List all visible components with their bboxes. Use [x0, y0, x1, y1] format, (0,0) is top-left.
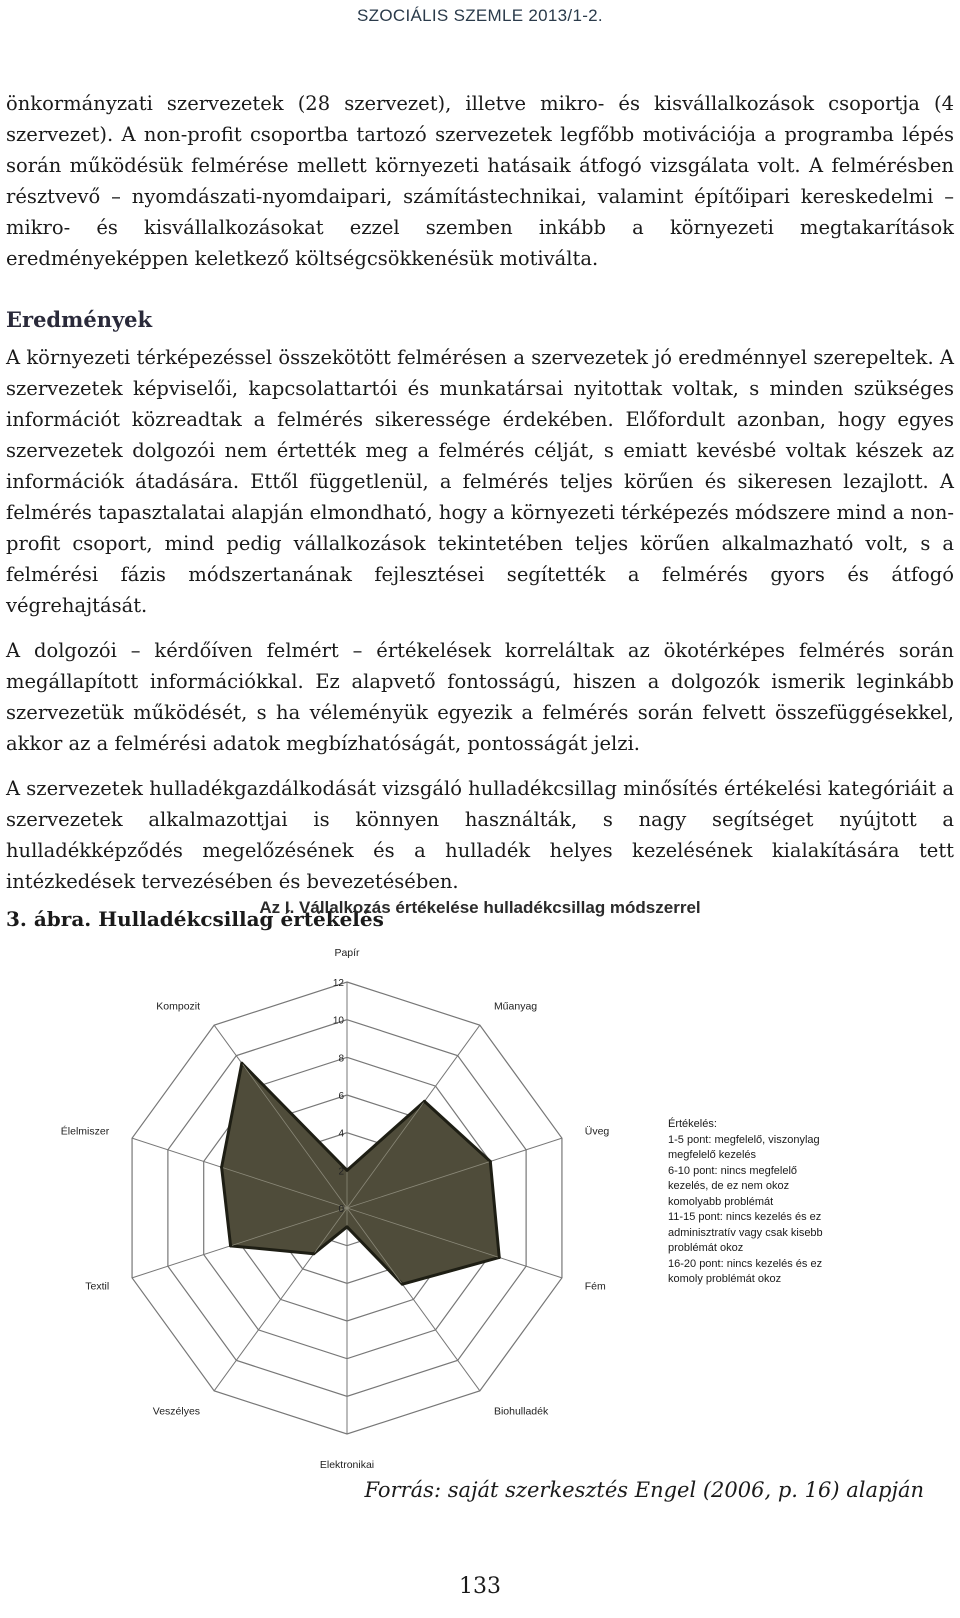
- chart-title: Az I. Vállalkozás értékelése hulladékcsillag módszerrel: [259, 898, 701, 917]
- tick-label: 10: [332, 1015, 344, 1027]
- legend-line: kezelés, de ez nem okoz: [668, 1180, 790, 1192]
- legend-line: 1-5 pont: megfelelő, viszonylag: [668, 1133, 820, 1146]
- paragraph-2: A környezeti térképezéssel összekötött felmérésen a szervezetek jó eredménnyel szerepeltek. A szervezetek képviselői, kapcsolattartói és munkatársai nyitottak voltak, s minden szükséges információt közreadtak a felmérés sikeressége érdekében. Előfordult azonban, hogy egyes szervezetek dolgozói nem értették meg a felmérés célját, s emiatt kevésbé voltak készek az információk átadására. Ettől függetlenül, a felmérés teljes körűen és sikeresen lezajlott. A felmérés tapasztalatai alapján elmondható, hogy a környezeti térképezés módszere mind a non-profit csoport, mind pedig vállalkozások tekintetében teljes körűen alkalmazható volt, s a felmérési fázis módszertanának fejlesztései segítették a felmérés gyors és átfogó végrehajtását.: [6, 346, 954, 617]
- tick-label: 2: [338, 1166, 344, 1178]
- data-point: [229, 1244, 232, 1247]
- data-point: [498, 1256, 501, 1259]
- category-label: Kompozit: [156, 1000, 201, 1013]
- data-point: [312, 1252, 315, 1255]
- section-heading: Eredmények: [6, 307, 153, 332]
- legend-line: komolyabb problémát: [668, 1195, 774, 1208]
- data-point: [346, 1169, 349, 1172]
- tick-label: 8: [338, 1053, 344, 1065]
- legend-line: 11-15 pont: nincs kezelés és ez: [668, 1211, 822, 1223]
- data-area: [222, 1063, 500, 1284]
- figure-caption: 3. ábra. Hulladékcsillag értékelés: [6, 907, 384, 931]
- category-label: Élelmiszer: [60, 1125, 110, 1138]
- legend-line: megfelelő kezelés: [668, 1149, 757, 1161]
- data-point: [240, 1062, 243, 1065]
- data-point: [346, 1225, 349, 1228]
- legend-line: adminisztratív vagy csak kisebb: [668, 1226, 823, 1239]
- legend-line: problémát okoz: [668, 1242, 744, 1254]
- tick-label: 4: [338, 1128, 344, 1140]
- legend-line: 6-10 pont: nincs megfelelő: [668, 1164, 798, 1177]
- tick-label: 0: [338, 1204, 344, 1215]
- category-label: Textil: [85, 1280, 110, 1293]
- data-point: [423, 1100, 426, 1103]
- legend-line: komoly problémát okoz: [668, 1273, 782, 1285]
- paragraph-1: önkormányzati szervezetek (28 szervezet), illetve mikro- és kisvállalkozások csoportja (4 szervezet). A non-profit csoportba tartozó szervezetek legfőbb motivációja a programba lépés során működésük felmérése mellett környezeti hatásaik átfogó vizsgálata volt. A felmérésben résztvevő – nyomdászati-nyomdaipari, számítástechnikai, valamint építőipari kereskedelmi – mikro- és kisvállalkozásokat ezzel szemben inkább a környezeti megtakarítások eredményeképpen keletkező költségcsökkenésük motiválta.: [6, 92, 954, 270]
- category-label: Fém: [584, 1280, 606, 1293]
- category-label: Elektronikai: [319, 1459, 375, 1468]
- page-number: 133: [459, 1574, 501, 1599]
- chart-legend: [668, 1117, 868, 1288]
- paragraph-3: A dolgozói – kérdőíven felmért – értékelések korreláltak az ökotérképes felmérés során megállapított információkkal. Ez alapvető fontosságú, hiszen a dolgozók ismerik leginkább szervezetük működését, s ha véleményük egyezik a felmérés során felvett összefüggésekkel, akkor az a felmérési adatok megbízhatóságát, pontosságát jelzi.: [6, 639, 954, 755]
- data-point: [401, 1283, 404, 1286]
- data-point: [489, 1160, 492, 1163]
- paragraph-4: A szervezetek hulladékgazdálkodását vizsgáló hulladékcsillag minősítés értékelési kategóriáit a szervezetek alkalmazottjai is könnyen használták, s nagy segítséget nyújtott a hulladékképződés megelőzésének és a hulladék helyes kezelésének kialakítására tett intézkedések tervezésében és bevezetésében.: [6, 777, 954, 893]
- category-label: Veszélyes: [152, 1405, 201, 1418]
- category-label: Papír: [334, 947, 360, 959]
- figure-source: Forrás: saját szerkesztés Engel (2006, p. 16) alapján: [364, 1478, 924, 1502]
- legend-title: Értékelés:: [668, 1118, 717, 1130]
- journal-header: SZOCIÁLIS SZEMLE 2013/1-2.: [357, 6, 603, 25]
- waste-star-figure: [0, 898, 960, 1468]
- tick-label: 12: [332, 978, 344, 989]
- legend-line: 16-20 pont: nincs kezelés és ez: [668, 1257, 823, 1270]
- category-label: Műanyag: [493, 1000, 538, 1013]
- tick-label: 6: [338, 1091, 344, 1102]
- category-label: Biohulladék: [493, 1405, 549, 1418]
- category-label: Üveg: [584, 1125, 610, 1138]
- data-point: [220, 1166, 223, 1169]
- article-body: [6, 88, 954, 935]
